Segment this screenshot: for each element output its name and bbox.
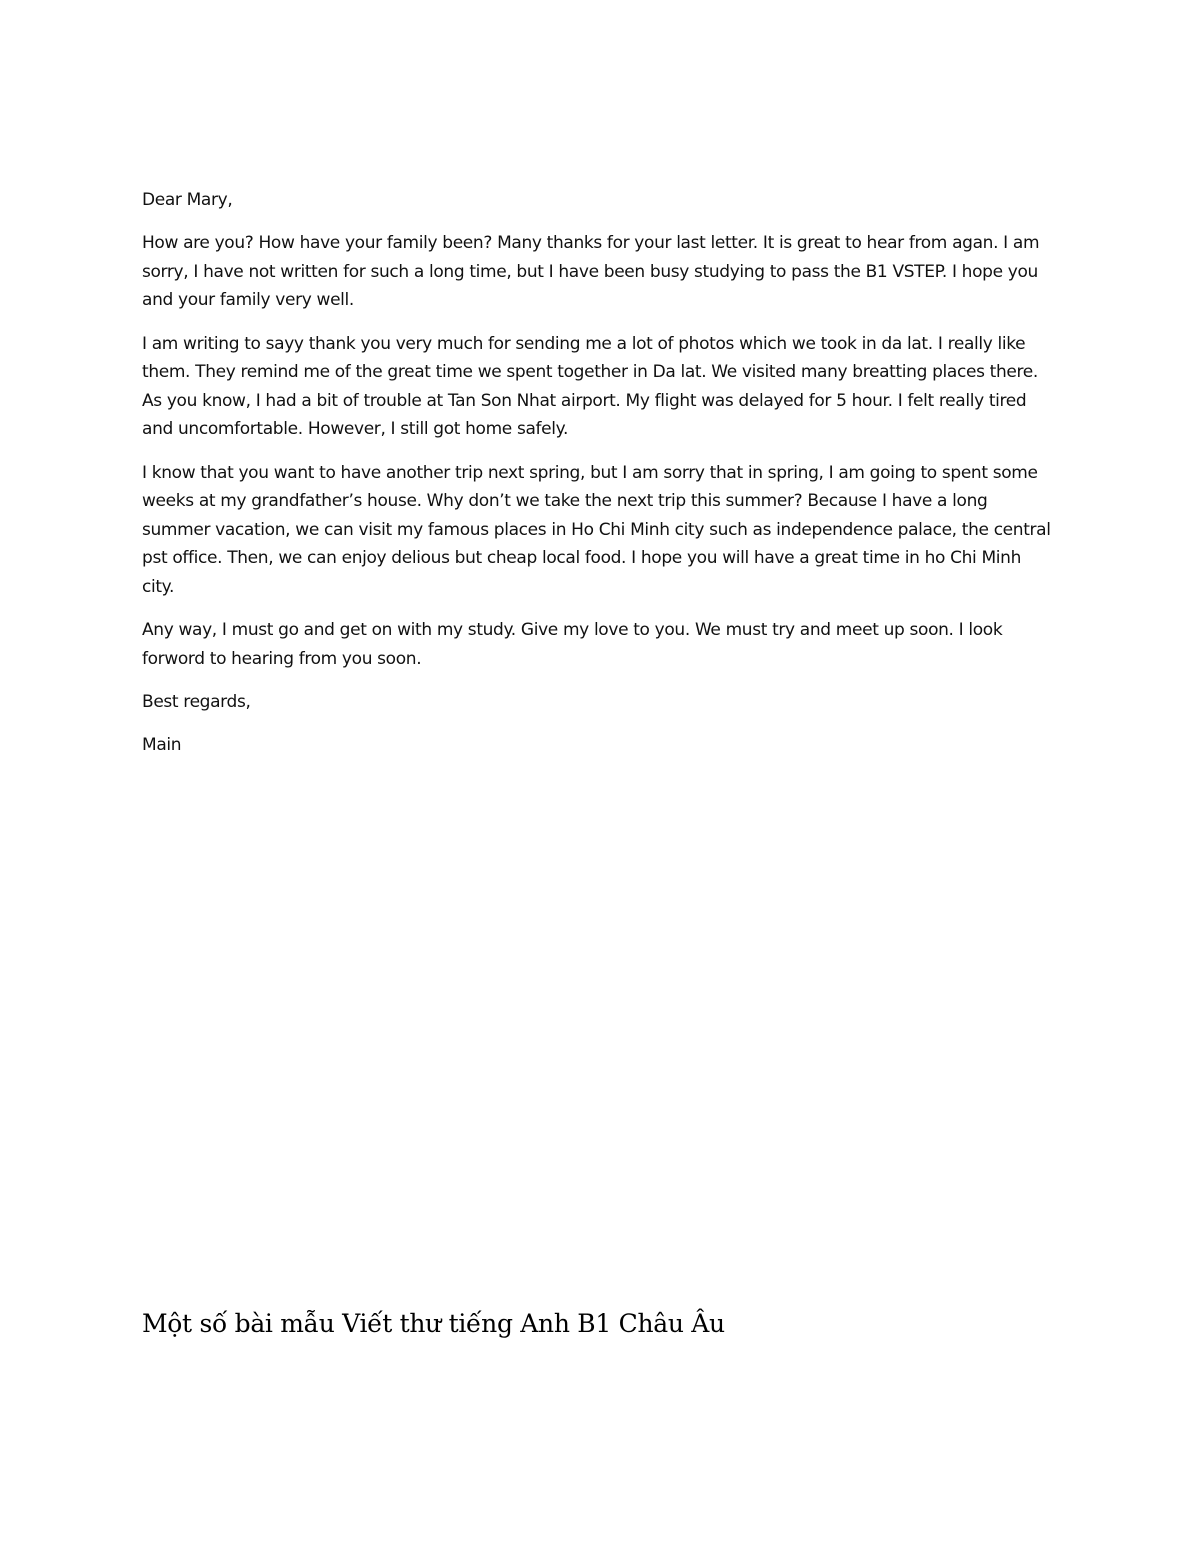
letter-closing: Best regards,: [142, 691, 251, 712]
letter-paragraph-1: How are you? How have your family been? Many thanks for your last letter. It is great to hear from agan. I am sorry, I have not written for such a long time, but I have been busy studying to pass the B1 VSTEP. I hope you and your family very well.: [142, 233, 1040, 311]
letter-paragraph-4: Any way, I must go and get on with my study. Give my love to you. We must try and meet up soon. I look forword to hearing from you soon.: [142, 620, 1003, 669]
letter-greeting: Dear Mary,: [142, 190, 233, 210]
footer-title: Một số bài mẫu Viết thư tiếng Anh B1 Châu Âu: [142, 1309, 725, 1338]
letter-signature: Main: [142, 735, 182, 756]
letter-body: [142, 186, 1057, 774]
letter-paragraph-2: I am writing to sayy thank you very much for sending me a lot of photos which we took in da lat. I really like them. They remind me of the great time we spent together in Da lat. We visited many breatting places there. As you know, I had a bit of trouble at Tan Son Nhat airport. My flight was delayed for 5 hour. I felt really tired and uncomfortable. However, I still got home safely.: [142, 333, 1038, 440]
letter-paragraph-3: I know that you want to have another trip next spring, but I am sorry that in spring, I am going to spent some weeks at my grandfather’s house. Why don’t we take the next trip this summer? Because I have a long summer vacation, we can visit my famous places in Ho Chi Minh city such as independence palace, the central pst office. Then, we can enjoy delious but cheap local food. I hope you will have a great time in ho Chi Minh city.: [142, 462, 1051, 597]
